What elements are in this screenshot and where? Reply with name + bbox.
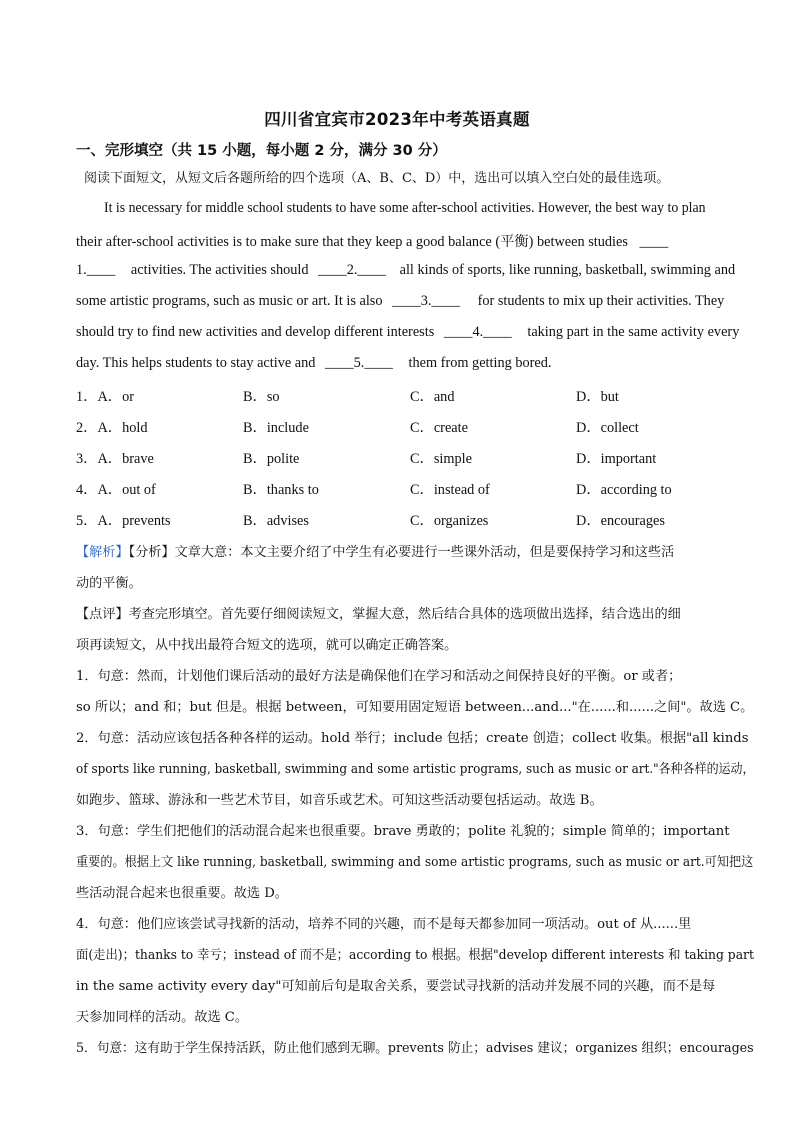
passage-line-3 [76, 262, 748, 279]
analysis-tag: 【解析】 [76, 545, 129, 560]
section-heading: 一、完形填空（共 15 小题，每小题 2 分，满分 30 分） [76, 143, 447, 159]
passage-text: some artistic programs, such as music or art. It is also [76, 293, 383, 309]
passage-text: all kinds of sports, like running, basketball, swimming and [399, 262, 736, 278]
option-a[interactable]: 5．A．prevents [76, 513, 171, 529]
option-c[interactable]: C．simple [410, 451, 472, 467]
option-b[interactable]: B．include [243, 420, 309, 436]
passage-text: their after-school activities is to make sure that they keep a good balance (平衡) between studies [76, 234, 628, 250]
passage-text: activities. The activities should [130, 262, 309, 278]
question-1-options [76, 386, 756, 406]
blank-5: ____5.____ [325, 355, 393, 371]
explanation-3-line-1: 3．句意：学生们把他们的活动混合起来也很重要。brave 勇敢的；polite 礼貌的；simple 简单的；important [76, 824, 730, 839]
passage-line-2 [76, 231, 748, 251]
passage-text: them from getting bored. [408, 355, 552, 371]
option-a[interactable]: 3．A．brave [76, 451, 154, 467]
explanation-3-line-3: 些活动混合起来也很重要。故选 D。 [76, 886, 288, 901]
passage-text: for students to mix up their activities. They [477, 293, 725, 309]
explanation-4-line-3: in the same activity every day"可知前后句是取舍关系，要尝试寻找新的活动并发展不同的兴趣，而不是每 [76, 979, 716, 994]
option-d[interactable]: D．according to [576, 482, 672, 498]
blank-1: 1.____ [76, 262, 116, 278]
analysis-summary: 【分析】文章大意：本文主要介绍了中学生有必要进行一些课外活动，但是要保持学习和这些活 [128, 545, 675, 560]
instructions: 阅读下面短文，从短文后各题所给的四个选项（A、B、C、D）中，选出可以填入空白处的最佳选项。 [84, 171, 670, 186]
explanation-4-line-1: 4．句意：他们应该尝试寻找新的活动，培养不同的兴趣，而不是每天都参加同一项活动。out of 从......里 [76, 917, 692, 932]
page-title: 四川省宜宾市2023年中考英语真题 [264, 110, 530, 129]
explanation-2-line-2: of sports like running, basketball, swimming and some artistic programs, such as music or art."各种各样的运动， [76, 762, 755, 777]
option-b[interactable]: B．polite [243, 451, 300, 467]
explanation-4-line-4: 天参加同样的活动。故选 C。 [76, 1010, 249, 1025]
comment-line-1: 【点评】考查完形填空。首先要仔细阅读短文，掌握大意，然后结合具体的选项做出选择，结合选出的细 [76, 607, 681, 622]
option-b[interactable]: B．thanks to [243, 482, 319, 498]
option-a[interactable]: 4．A．out of [76, 482, 156, 498]
comment-line-2: 项再读短文，从中找出最符合短文的选项，就可以确定正确答案。 [76, 638, 458, 653]
option-c[interactable]: C．and [410, 389, 455, 405]
option-a[interactable]: 1．A．or [76, 389, 134, 405]
blank-3: ____3.____ [392, 293, 461, 309]
explanation-2-line-3: 如跑步、篮球、游泳和一些艺术节目，如音乐或艺术。可知这些活动要包括运动。故选 B。 [76, 793, 603, 808]
option-d[interactable]: D．but [576, 389, 619, 405]
option-a[interactable]: 2．A．hold [76, 420, 148, 436]
option-c[interactable]: C．create [410, 420, 468, 436]
option-d[interactable]: D．collect [576, 420, 639, 436]
blank-2: ____2.____ [318, 262, 387, 278]
analysis-line-1 [76, 541, 754, 560]
passage-line-4 [76, 293, 748, 310]
explanation-3-line-2: 重要的。根据上文 like running, basketball, swimming and some artistic programs, such as music or art.可知把这 [76, 855, 754, 870]
option-d[interactable]: D．important [576, 451, 657, 467]
explanation-4-line-2: 面(走出)；thanks to 幸亏；instead of 而不是；according to 根据。根据"develop different interests 和 taking part [76, 948, 754, 963]
explanation-5-line-1: 5．句意：这有助于学生保持活跃，防止他们感到无聊。prevents 防止；advises 建议；organizes 组织；encourages [76, 1041, 754, 1056]
blank-4: ____4.____ [443, 324, 512, 340]
passage-text: day. This helps students to stay active and [76, 355, 316, 371]
question-2-options [76, 417, 756, 437]
explanation-1-line-2: so 所以；and 和；but 但是。根据 between，可知要用固定短语 between...and..."在......和......之间"。故选 C。 [76, 700, 754, 715]
passage-text: taking part in the same activity every [527, 324, 740, 340]
option-c[interactable]: C．instead of [410, 482, 490, 498]
passage-line-6 [76, 355, 748, 372]
question-4-options [76, 479, 756, 499]
blank-1-start: ____ [639, 234, 669, 250]
option-b[interactable]: B．so [243, 389, 280, 405]
explanation-1-line-1: 1．句意：然而，计划他们课后活动的最好方法是确保他们在学习和活动之间保持良好的平衡。or 或者； [76, 669, 682, 684]
explanation-2-line-1: 2．句意：活动应该包括各种各样的运动。hold 举行；include 包括；create 创造；collect 收集。根据"all kinds [76, 731, 749, 746]
passage-line-1: It is necessary for middle school students to have some after-school activities. However, the best way to plan [104, 200, 706, 216]
analysis-line-2: 动的平衡。 [76, 576, 142, 591]
option-d[interactable]: D．encourages [576, 513, 665, 529]
option-c[interactable]: C．organizes [410, 513, 489, 529]
passage-line-5 [76, 324, 748, 341]
option-b[interactable]: B．advises [243, 513, 309, 529]
question-3-options [76, 448, 756, 468]
passage-text: should try to find new activities and develop different interests [76, 324, 435, 340]
question-5-options [76, 510, 756, 530]
